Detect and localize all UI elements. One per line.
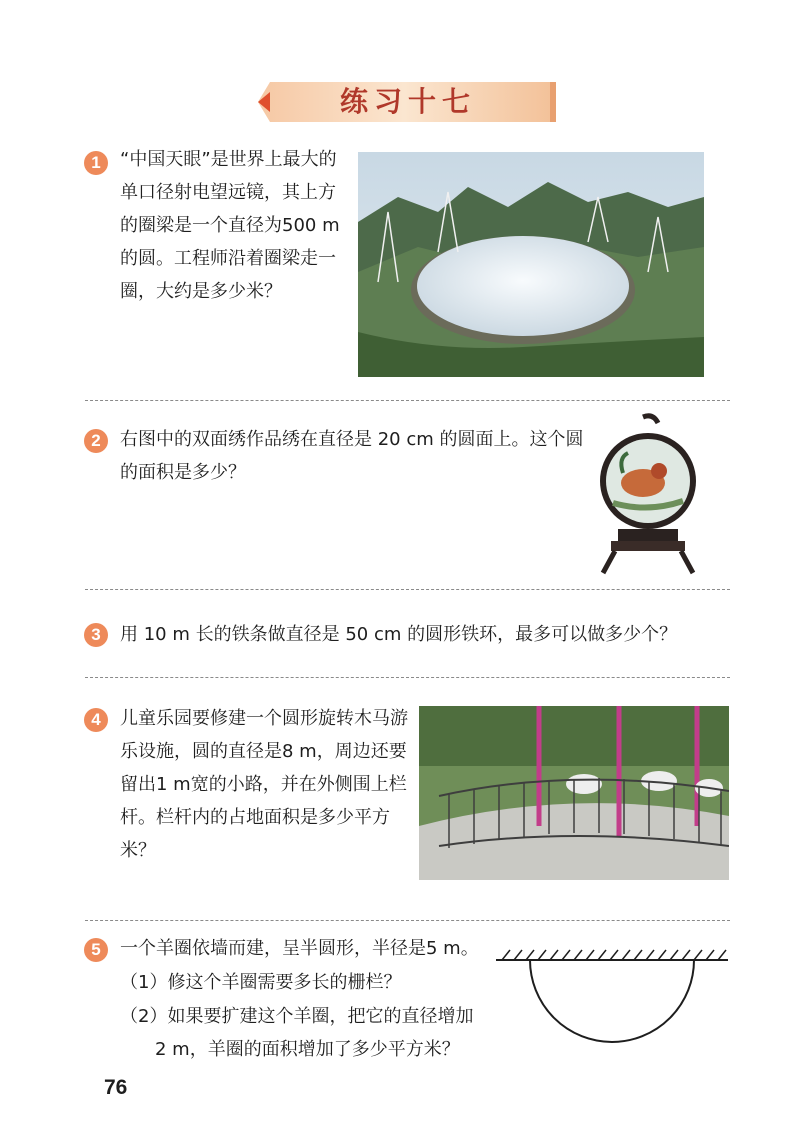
embroidery-screen-image: [593, 413, 703, 578]
problem-5-sub-2: （2）如果要扩建这个羊圈，把它的直径增加: [120, 1006, 474, 1027]
problem-1-number: 1: [84, 151, 108, 175]
page-title: 练习十七: [339, 85, 476, 118]
problem-1-text: “中国天眼”是世界上最大的单口径射电望远镜，其上方的圈梁是一个直径为500 m的圆。工程师沿着圈梁走一圈，大约是多少米？: [120, 149, 340, 302]
problem-4-number: 4: [84, 708, 108, 732]
page-number: 76: [104, 1076, 128, 1099]
divider-2: [85, 589, 730, 590]
problem-3-number: 3: [84, 623, 108, 647]
problem-5-number: 5: [84, 938, 108, 962]
problem-4-text: 儿童乐园要修建一个圆形旋转木马游乐设施，圆的直径是8 m，周边还要留出1 m宽的小路，并在外侧围上栏杆。栏杆内的占地面积是多少平方米？: [120, 708, 408, 861]
semicircle-pen-diagram: [492, 940, 732, 1050]
divider-1: [85, 400, 730, 401]
carousel-photo: [419, 706, 729, 880]
problem-2-text: 右图中的双面绣作品绣在直径是 20 cm 的圆面上。这个圆的面积是多少？: [120, 429, 584, 483]
divider-4: [85, 920, 730, 921]
fast-telescope-photo: [358, 152, 704, 377]
problem-3-text: 用 10 m 长的铁条做直径是 50 cm 的圆形铁环，最多可以做多少个？: [120, 624, 678, 645]
problem-5-sub-2-cont: 2 m，羊圈的面积增加了多少平方米？: [155, 1039, 460, 1060]
divider-3: [85, 677, 730, 678]
problem-2-number: 2: [84, 429, 108, 453]
title-banner: [258, 78, 558, 126]
problem-5-sub-1: （1）修这个羊圈需要多长的栅栏？: [120, 972, 402, 993]
problem-5-text: 一个羊圈依墙而建，呈半圆形，半径是5 m。: [120, 938, 479, 959]
